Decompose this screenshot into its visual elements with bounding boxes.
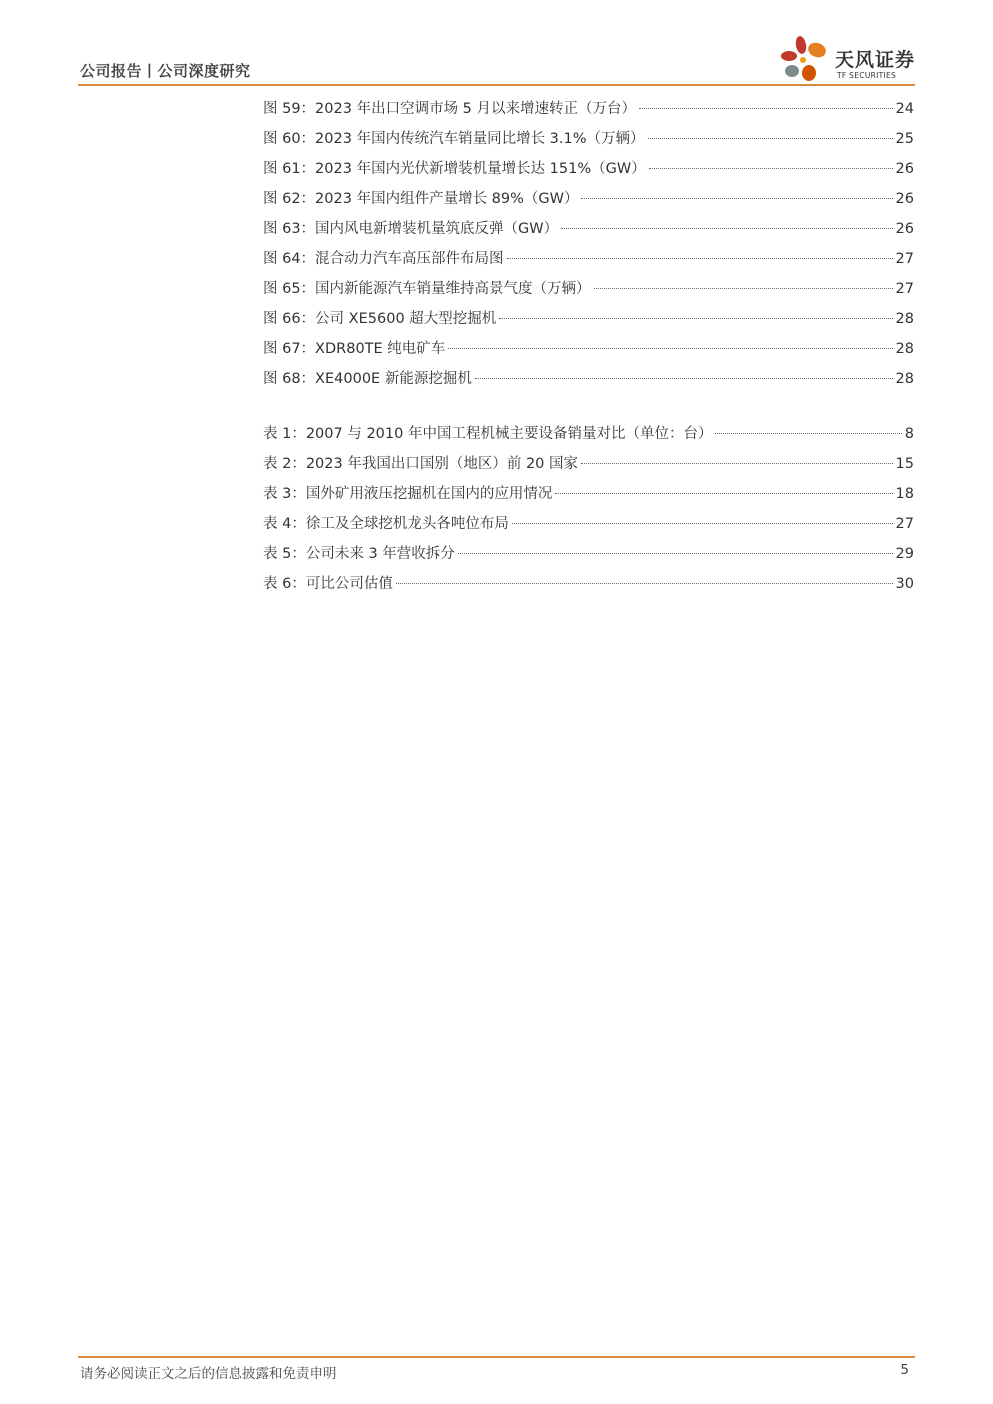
toc-entry-title: 图 65：国内新能源汽车销量维持高景气度（万辆）	[263, 281, 591, 297]
toc-entry-title: 图 63：国内风电新增装机量筑底反弹（GW）	[263, 221, 559, 237]
toc-entry-page: 28	[895, 371, 914, 387]
toc-entry-title: 表 4：徐工及全球挖机龙头各吨位布局	[263, 516, 509, 532]
toc-entry-figure-64[interactable]	[263, 244, 914, 274]
toc-dot-leader	[639, 108, 893, 109]
toc-entry-page: 15	[895, 456, 914, 472]
toc-entry-title: 图 67：XDR80TE 纯电矿车	[263, 341, 446, 357]
page-number: 5	[900, 1362, 909, 1378]
toc-dot-leader	[555, 493, 892, 494]
toc-list	[263, 94, 914, 599]
toc-entry-figure-61[interactable]	[263, 154, 914, 184]
report-type-label: 公司报告丨公司深度研究	[80, 62, 251, 80]
toc-entry-page: 27	[895, 281, 914, 297]
toc-entry-page: 8	[904, 426, 914, 442]
toc-entry-table-2[interactable]	[263, 449, 914, 479]
logo-name-en: TF SECURITIES	[837, 71, 897, 80]
toc-entry-page: 26	[895, 191, 914, 207]
footer-divider	[78, 1356, 915, 1358]
toc-entry-page: 27	[895, 516, 914, 532]
toc-entry-page: 25	[895, 131, 914, 147]
toc-dot-leader	[581, 463, 893, 464]
toc-entry-page: 30	[895, 576, 914, 592]
toc-dot-leader	[507, 258, 893, 259]
toc-entry-figure-66[interactable]	[263, 304, 914, 334]
toc-entry-title: 图 68：XE4000E 新能源挖掘机	[263, 371, 472, 387]
company-logo	[779, 33, 919, 85]
toc-entry-page: 29	[895, 546, 914, 562]
toc-dot-leader	[581, 198, 892, 199]
toc-entry-page: 18	[895, 486, 914, 502]
toc-entry-title: 表 2：2023 年我国出口国别（地区）前 20 国家	[263, 456, 579, 472]
toc-entry-title: 图 66：公司 XE5600 超大型挖掘机	[263, 311, 497, 327]
toc-entry-title: 表 5：公司未来 3 年营收拆分	[263, 546, 455, 562]
toc-entry-title: 表 6：可比公司估值	[263, 576, 393, 592]
logo-name-cn: 天风证券	[835, 49, 916, 71]
toc-dot-leader	[594, 288, 893, 289]
toc-dot-leader	[649, 168, 893, 169]
toc-entry-figure-60[interactable]	[263, 124, 914, 154]
toc-dot-leader	[648, 138, 893, 139]
header-divider	[78, 84, 915, 86]
toc-entry-title: 图 60：2023 年国内传统汽车销量同比增长 3.1%（万辆）	[263, 131, 645, 147]
toc-entry-table-3[interactable]	[263, 479, 914, 509]
footer-disclaimer: 请务必阅读正文之后的信息披露和免责申明	[80, 1366, 337, 1382]
toc-entry-figure-68[interactable]	[263, 364, 914, 394]
toc-entry-figure-62[interactable]	[263, 184, 914, 214]
toc-dot-leader	[458, 553, 893, 554]
flower-logo-icon	[779, 33, 835, 85]
toc-dot-leader	[512, 523, 893, 524]
toc-entry-title: 图 61：2023 年国内光伏新增装机量增长达 151%（GW）	[263, 161, 646, 177]
toc-entry-title: 表 1：2007 与 2010 年中国工程机械主要设备销量对比（单位：台）	[263, 426, 713, 442]
toc-entry-title: 图 64：混合动力汽车高压部件布局图	[263, 251, 504, 267]
toc-dot-leader	[475, 378, 893, 379]
toc-entry-title: 表 3：国外矿用液压挖掘机在国内的应用情况	[263, 486, 553, 502]
toc-entry-page: 24	[895, 101, 914, 117]
toc-entry-figure-67[interactable]	[263, 334, 914, 364]
toc-entry-page: 26	[895, 161, 914, 177]
toc-entry-page: 28	[895, 311, 914, 327]
toc-entry-page: 26	[895, 221, 914, 237]
toc-entry-figure-59[interactable]	[263, 94, 914, 124]
toc-dot-leader	[499, 318, 892, 319]
toc-entry-table-4[interactable]	[263, 509, 914, 539]
toc-dot-leader	[715, 433, 901, 434]
toc-dot-leader	[396, 583, 893, 584]
toc-entry-figure-63[interactable]	[263, 214, 914, 244]
toc-entry-table-1[interactable]	[263, 419, 914, 449]
toc-dot-leader	[561, 228, 892, 229]
toc-dot-leader	[448, 348, 892, 349]
toc-entry-page: 27	[895, 251, 914, 267]
toc-entry-page: 28	[895, 341, 914, 357]
toc-entry-title: 图 59：2023 年出口空调市场 5 月以来增速转正（万台）	[263, 101, 637, 117]
toc-entry-table-5[interactable]	[263, 539, 914, 569]
toc-entry-title: 图 62：2023 年国内组件产量增长 89%（GW）	[263, 191, 579, 207]
toc-entry-table-6[interactable]	[263, 569, 914, 599]
toc-entry-figure-65[interactable]	[263, 274, 914, 304]
